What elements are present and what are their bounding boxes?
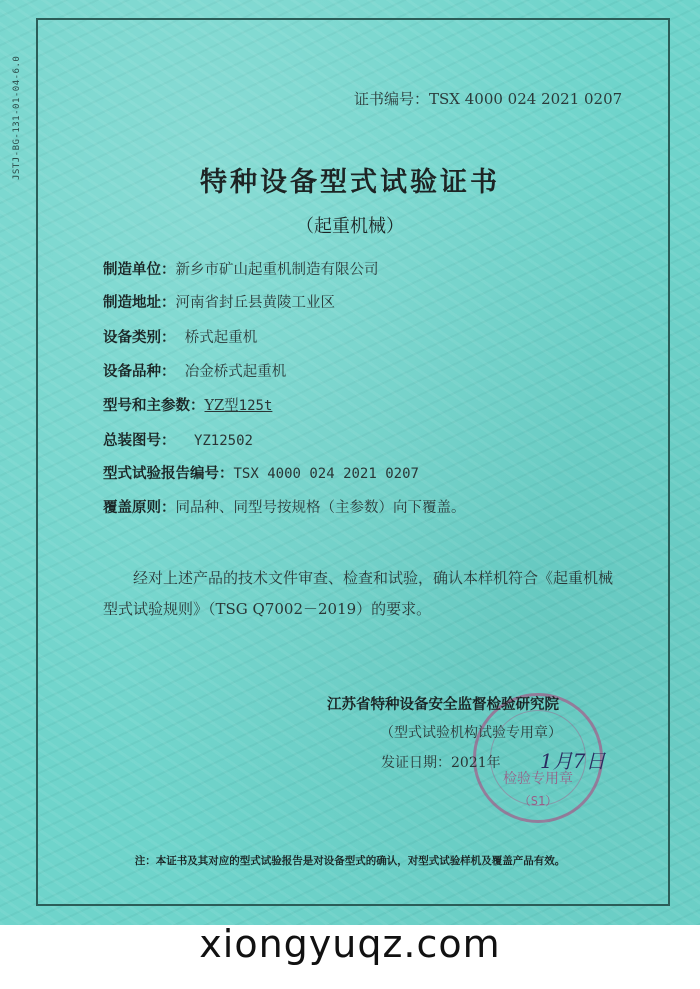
field-value: 冶金桥式起重机: [184, 364, 287, 380]
field-value: YZ12502: [193, 433, 253, 449]
field-value: TSX 4000 024 2021 0207: [233, 466, 419, 482]
field-manufacturer: [103, 258, 379, 279]
certificate-note: 注：本证书及其对应的型式试验报告是对设备型式的确认，对型式试验样机及覆盖产品有效。: [134, 855, 566, 867]
field-label: 设备类别：: [103, 330, 176, 346]
field-report-no: [103, 462, 419, 483]
issue-date-label: 发证日期：2021年: [381, 755, 501, 771]
field-value: 同品种、同型号按规格（主参数）向下覆盖。: [175, 500, 466, 516]
certificate-title: 特种设备型式试验证书: [200, 167, 500, 198]
field-label: 总装图号：: [103, 433, 176, 449]
field-label: 型式试验报告编号：: [103, 466, 234, 482]
seal-text: 检验专用章: [503, 771, 573, 787]
handwritten-date: 1月7日: [540, 749, 606, 773]
field-label: 设备品种：: [103, 364, 176, 380]
field-model: [103, 394, 272, 415]
field-label: 制造单位：: [103, 262, 176, 278]
seal-caption: （型式试验机构试验专用章）: [380, 725, 562, 741]
field-label: 覆盖原则：: [103, 500, 176, 516]
field-drawing: [103, 429, 253, 450]
issuing-organization: 江苏省特种设备安全监督检验研究院: [327, 697, 559, 713]
certificate-subtitle: （起重机械）: [296, 216, 404, 237]
conformity-statement: 经对上述产品的技术文件审查、检查和试验，确认本样机符合《起重机械型式试验规则》（TSG Q7002－2019）的要求。: [103, 569, 614, 618]
seal-code: （S1）: [518, 794, 558, 808]
field-value: 河南省封丘县黄陵工业区: [175, 295, 335, 311]
field-category: [103, 326, 257, 347]
certificate-number: 证书编号：TSX 4000 024 2021 0207: [354, 90, 623, 108]
field-value-model: YZ型: [204, 398, 239, 414]
field-label: 型号和主参数：: [103, 398, 205, 414]
field-value-param: 125t: [238, 398, 273, 414]
field-variety: [103, 360, 286, 381]
field-address: [103, 291, 335, 312]
field-label: 制造地址：: [103, 295, 176, 311]
side-document-code: JSTJ-BG-131-01-04-6.0: [12, 55, 22, 180]
site-watermark: xiongyuqz.com: [199, 922, 501, 966]
field-value: 新乡市矿山起重机制造有限公司: [175, 262, 379, 278]
field-value: 桥式起重机: [184, 330, 258, 346]
field-coverage: [103, 496, 466, 517]
